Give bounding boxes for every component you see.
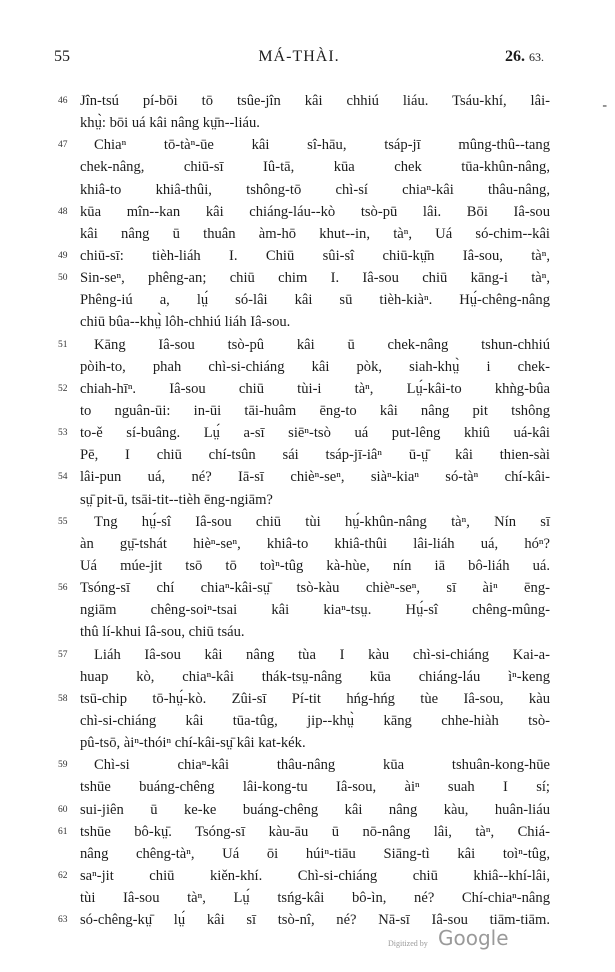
page-number: 55: [54, 48, 70, 65]
line-text: Chiaⁿ tō-tàⁿ-ūe kâi sî-hāu, tsáp-jī mûng-thû--tang: [94, 137, 550, 154]
text-line: [50, 311, 550, 333]
line-text: Pē, I chiū chí-tsûn sái tsáp-jī-iâⁿ ū-ṳ̄ kâi thien-sài: [80, 447, 550, 464]
text-line: [50, 201, 550, 223]
line-text: Chì-si chiaⁿ-kâi thâu-nâng kūa tshuân-kong-hūe: [94, 757, 550, 774]
text-line: [50, 843, 550, 865]
text-line: [50, 489, 550, 511]
text-line: [50, 732, 550, 754]
text-line: [50, 90, 550, 112]
line-text: kūa mîn--kan kâi chiáng-láu--kò tsò-pū lâi. Bōi Iâ-sou: [80, 203, 550, 220]
verse-number: 53: [58, 428, 68, 439]
page-title: MÁ-THÀI.: [258, 48, 340, 65]
line-text: tùi Iâ-sou tàⁿ, Lṳ́ tsńg-kâi bô-ìn, né? Chí-chiaⁿ-nâng: [80, 890, 550, 907]
verse-number: 54: [58, 472, 68, 483]
line-text: khiâ-to khiâ-thûi, tshông-tō chì-sí chiaⁿ-kâi thâu-nâng,: [80, 181, 550, 198]
text-line: [50, 400, 550, 422]
line-text: Liáh Iâ-sou kâi nâng tùa I kàu chì-si-chiáng Kai-a-: [94, 646, 550, 663]
verse-number: 55: [58, 516, 68, 527]
verse-number: 47: [58, 140, 68, 151]
text-line: [50, 533, 550, 555]
text-line: [50, 776, 550, 798]
line-text: tshūe buáng-chêng lâi-kong-tu Iâ-sou, àiⁿ suah I sí;: [80, 779, 550, 796]
line-text: àn gṳ̄-tshát hièⁿ-seⁿ, khiâ-to khiâ-thûi lâi-liáh uá, hóⁿ?: [80, 535, 550, 552]
verse-number: 56: [58, 583, 68, 594]
verse-range-start: 63.: [529, 50, 544, 64]
line-text: Kāng Iâ-sou tsò-pû kâi ū chek-nâng tshun-chhiú: [94, 336, 550, 353]
text-line: [50, 223, 550, 245]
line-text: Jîn-tsú pí-bōi tō tsûe-jîn kâi chhiú liáu. Tsáu-khí, lâi-: [80, 93, 550, 109]
line-text: khṳ̀: bōi uá kâi nâng kṳ̄n--liáu.: [80, 115, 260, 132]
text-line: [50, 754, 550, 776]
text-line: [50, 865, 550, 887]
line-text: sṳ̄ pit-ū, tsāi-tit--tièh ēng-ngiām?: [80, 491, 273, 508]
text-line: [50, 267, 550, 289]
text-line: [50, 577, 550, 599]
text-line: [50, 555, 550, 577]
line-text: só-chêng-kṳ̄ lṳ́ kâi sī tsò-nî, né? Nā-sī Iâ-sou tiām-tiām.: [80, 912, 550, 929]
line-text: pû-tsō, àiⁿ-thóiⁿ chí-kâi-sṳ̄ kâi kat-kék.: [80, 735, 306, 752]
line-text: chì-si-chiáng kâi tūa-tûg, jip--khṳ̀ kāng chhe-hiàh tsò-: [80, 712, 550, 729]
verse-number: 48: [58, 206, 68, 217]
verse-number: 59: [58, 760, 68, 771]
digitized-by-label: Digitized by: [388, 939, 428, 948]
text-line: [50, 112, 550, 134]
verse-number: 46: [58, 96, 68, 106]
text-line: [50, 289, 550, 311]
verse-number: 51: [58, 339, 68, 350]
line-text: tsū-chip tō-hṳ́-kò. Zûi-sī Pí-tit hńg-hńg tùe Iâ-sou, kàu: [80, 690, 550, 707]
text-line: [50, 644, 550, 666]
text-line: [50, 334, 550, 356]
text-line: [50, 621, 550, 643]
line-text: Tsóng-sī chí chiaⁿ-kâi-sṳ̄ tsò-kàu chièⁿ-seⁿ, sī àiⁿ ēng-: [80, 580, 550, 597]
line-text: chiah-hīⁿ. Iâ-sou chiū tùi-i tàⁿ, Lṳ́-kâi-to khǹg-bûa: [80, 380, 550, 397]
line-text: thû lí-khui Iâ-sou, chiū tsáu.: [80, 624, 245, 641]
line-text: Sin-seⁿ, phêng-an; chiū chim I. Iâ-sou chiū kāng-i tàⁿ,: [80, 270, 550, 287]
text-line: [50, 688, 550, 710]
digitization-watermark: [388, 926, 548, 954]
line-text: Uá múe-jit tsō tō toìⁿ-tûg kà-hùe, nín iā bô-liáh uá.: [80, 557, 550, 574]
text-line: [50, 356, 550, 378]
verse-number: 57: [58, 649, 68, 660]
line-text: saⁿ-jit chiū kiěn-khí. Chì-si-chiáng chiū khiâ--khí-lâi,: [80, 867, 550, 884]
text-line: [50, 422, 550, 444]
verse-number: 50: [58, 273, 68, 284]
verse-number: 60: [58, 804, 68, 815]
text-line: [50, 887, 550, 909]
text-line: [50, 179, 550, 201]
line-text: Tng hṳ́-sî Iâ-sou chiū tùi hṳ́-khûn-nâng tàⁿ, Nín sī: [94, 513, 550, 530]
text-line: [50, 511, 550, 533]
text-line: [50, 599, 550, 621]
verse-number: 49: [58, 250, 68, 261]
line-text: chiū-sī: tièh-liáh I. Chiū sûi-sî chiū-kṳ̄n Iâ-sou, tàⁿ,: [80, 247, 550, 264]
line-text: kâi nâng ū thuân àm-hō khut--in, tàⁿ, Uá só-chim--kâi: [80, 225, 550, 242]
verse-number: 62: [58, 870, 68, 881]
text-line: [50, 444, 550, 466]
line-text: ngiām chêng-soiⁿ-tsai kâi kiaⁿ-tsṳ. Hṳ́-sî chêng-mûng-: [80, 602, 550, 619]
line-text: huap kò, chiaⁿ-kâi thák-tsṳ-nâng kūa chiáng-láu ìⁿ-keng: [80, 668, 550, 685]
text-line: [50, 245, 550, 267]
line-text: chek-nâng, chiū-sī Iû-tā, kūa chek tūa-khûn-nâng,: [80, 159, 550, 176]
line-text: Phêng-iú a, lṳ́ só-lâi kâi sū tièh-kiàⁿ. Hṳ́-chêng-nâng: [80, 292, 550, 309]
running-header: [54, 48, 544, 72]
line-text: to nguân-ūi: in-ūi tāi-huâm ēng-to kâi nâng pit tshông: [80, 402, 550, 419]
line-text: lâi-pun uá, né? Iā-sī chièⁿ-seⁿ, siàⁿ-kiaⁿ só-tàⁿ chí-kâi-: [80, 469, 550, 486]
chapter-verse-range: [505, 48, 544, 66]
verse-number: 61: [58, 826, 68, 837]
line-text: sui-jiên ū ke-ke buáng-chêng kâi nâng kàu, huân-liáu: [80, 801, 550, 818]
text-line: [50, 378, 550, 400]
text-line: [50, 666, 550, 688]
text-line: [50, 134, 550, 156]
chapter-number: 26.: [505, 48, 525, 65]
line-text: to-ě sí-buâng. Lṳ́ a-sī siēⁿ-tsò uá put-lêng khiû uá-kâi: [80, 425, 550, 442]
margin-mark: -: [602, 98, 607, 113]
line-text: chiū bûa--khṳ̀ lôh-chhiú liáh Iâ-sou.: [80, 314, 291, 331]
text-line: [50, 821, 550, 843]
line-text: nâng chêng-tàⁿ, Uá ōi húiⁿ-tiāu Siāng-tì kâi toìⁿ-tûg,: [80, 845, 550, 862]
line-text: pòih-to, phah chì-si-chiáng kâi pòk, siah-khṳ̀ i chek-: [80, 358, 550, 375]
scripture-text: [50, 90, 550, 931]
text-line: [50, 466, 550, 488]
line-text: tshūe bô-kṳ̄. Tsóng-sī kàu-āu ū nō-nâng lâi, tàⁿ, Chiá-: [80, 823, 550, 840]
text-line: [50, 799, 550, 821]
verse-number: 58: [58, 693, 68, 704]
verse-number: 63: [58, 915, 68, 926]
verse-number: 52: [58, 383, 68, 394]
google-logo: Google: [438, 926, 509, 950]
text-line: [50, 156, 550, 178]
text-line: [50, 710, 550, 732]
